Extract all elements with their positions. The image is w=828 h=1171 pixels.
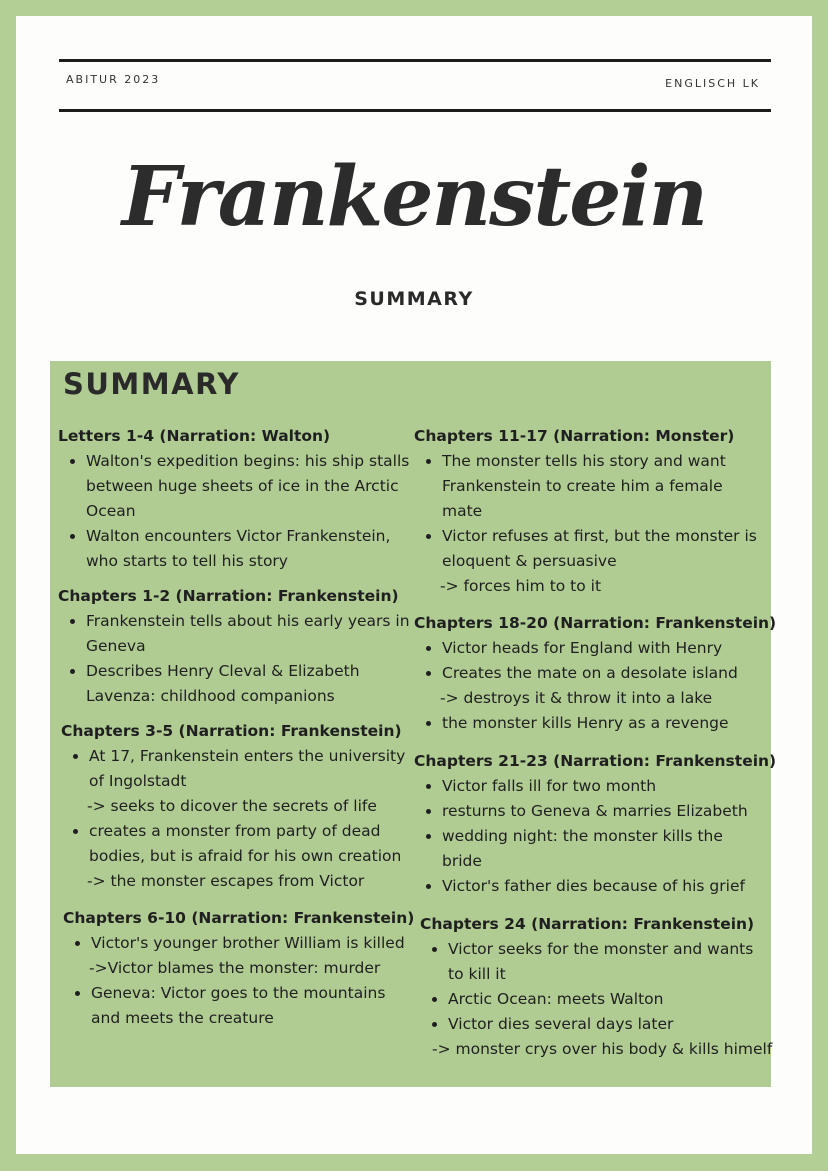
list-item: • Frankenstein tells about his early years in Geneva	[86, 609, 413, 659]
list-item: • Creates the mate on a desolate island	[442, 661, 766, 686]
list-item: • Victor heads for England with Henry	[442, 636, 766, 661]
section-chapters-3-5	[61, 719, 411, 894]
section-list	[420, 937, 766, 1037]
list-item: • the monster kills Henry as a revenge	[442, 711, 766, 736]
list-subitem: -> destroys it & throw it into a lake	[440, 689, 713, 707]
list-item: • wedding night: the monster kills the bride	[442, 824, 766, 874]
section-title: Chapters 6-10 (Narration: Frankenstein)	[63, 909, 415, 927]
section-title: Chapters 1-2 (Narration: Frankenstein)	[58, 587, 399, 605]
list-item: • creates a monster from party of dead bodies, but is afraid for his own creation	[89, 819, 411, 869]
list-subitem: -> seeks to dicover the secrets of life	[87, 797, 377, 815]
section-title: Chapters 11-17 (Narration: Monster)	[414, 427, 735, 445]
section-chapters-24	[420, 912, 773, 1062]
section-chapters-11-17	[414, 424, 766, 599]
summary-heading: SUMMARY	[63, 367, 240, 401]
section-list	[414, 711, 766, 736]
section-list	[414, 774, 766, 899]
section-list	[61, 744, 411, 794]
list-item: • At 17, Frankenstein enters the university of Ingolstadt	[89, 744, 411, 794]
section-title: Chapters 18-20 (Narration: Frankenstein)	[414, 614, 777, 632]
list-item: • Victor dies several days later	[448, 1012, 766, 1037]
section-title: Chapters 24 (Narration: Frankenstein)	[420, 915, 755, 933]
header-bottom-rule	[59, 109, 771, 112]
section-chapters-18-20	[414, 611, 777, 736]
section-list	[58, 449, 413, 574]
header-right-label: ENGLISCH LK	[665, 77, 760, 90]
list-item: • Describes Henry Cleval & Elizabeth Lavenza: childhood companions	[86, 659, 413, 709]
list-item: • Victor falls ill for two month	[442, 774, 766, 799]
page-title: Frankenstein	[121, 149, 707, 245]
section-chapters-6-10	[63, 906, 415, 1031]
list-item: • Victor's father dies because of his grief	[442, 874, 766, 899]
section-chapters-1-2	[58, 584, 413, 709]
list-subitem: ->Victor blames the monster: murder	[89, 959, 381, 977]
section-chapters-21-23	[414, 749, 777, 899]
list-item: • Arctic Ocean: meets Walton	[448, 987, 766, 1012]
header-top-rule	[59, 59, 771, 62]
list-item: • Walton's expedition begins: his ship stalls between huge sheets of ice in the Arctic Ocean	[86, 449, 413, 524]
section-title: Chapters 21-23 (Narration: Frankenstein)	[414, 752, 777, 770]
section-list	[61, 819, 411, 869]
section-title: Letters 1-4 (Narration: Walton)	[58, 427, 331, 445]
list-item: • Geneva: Victor goes to the mountains and meets the creature	[91, 981, 408, 1031]
list-item: • Victor's younger brother William is killed	[91, 931, 408, 956]
list-item: • Victor seeks for the monster and wants to kill it	[448, 937, 766, 987]
section-letters-1-4	[58, 424, 413, 574]
list-subitem: -> the monster escapes from Victor	[87, 872, 365, 890]
header-left-label: ABITUR 2023	[66, 73, 161, 86]
section-list	[58, 609, 413, 709]
section-title: Chapters 3-5 (Narration: Frankenstein)	[61, 722, 402, 740]
list-subitem: -> forces him to to it	[440, 577, 602, 595]
section-list	[414, 449, 766, 574]
summary-box	[50, 361, 777, 1087]
list-item: • resturns to Geneva & marries Elizabeth	[442, 799, 766, 824]
list-item: • Walton encounters Victor Frankenstein, who starts to tell his story	[86, 524, 413, 574]
section-list	[63, 931, 408, 956]
list-tail-note: -> monster crys over his body & kills himelf	[432, 1040, 773, 1058]
page-subtitle: SUMMARY	[354, 288, 474, 310]
list-item: • The monster tells his story and want Frankenstein to create him a female mate	[442, 449, 766, 524]
list-item: • Victor refuses at first, but the monster is eloquent & persuasive	[442, 524, 766, 574]
document-page	[16, 16, 812, 1154]
section-list	[63, 981, 408, 1031]
section-list	[414, 636, 766, 686]
